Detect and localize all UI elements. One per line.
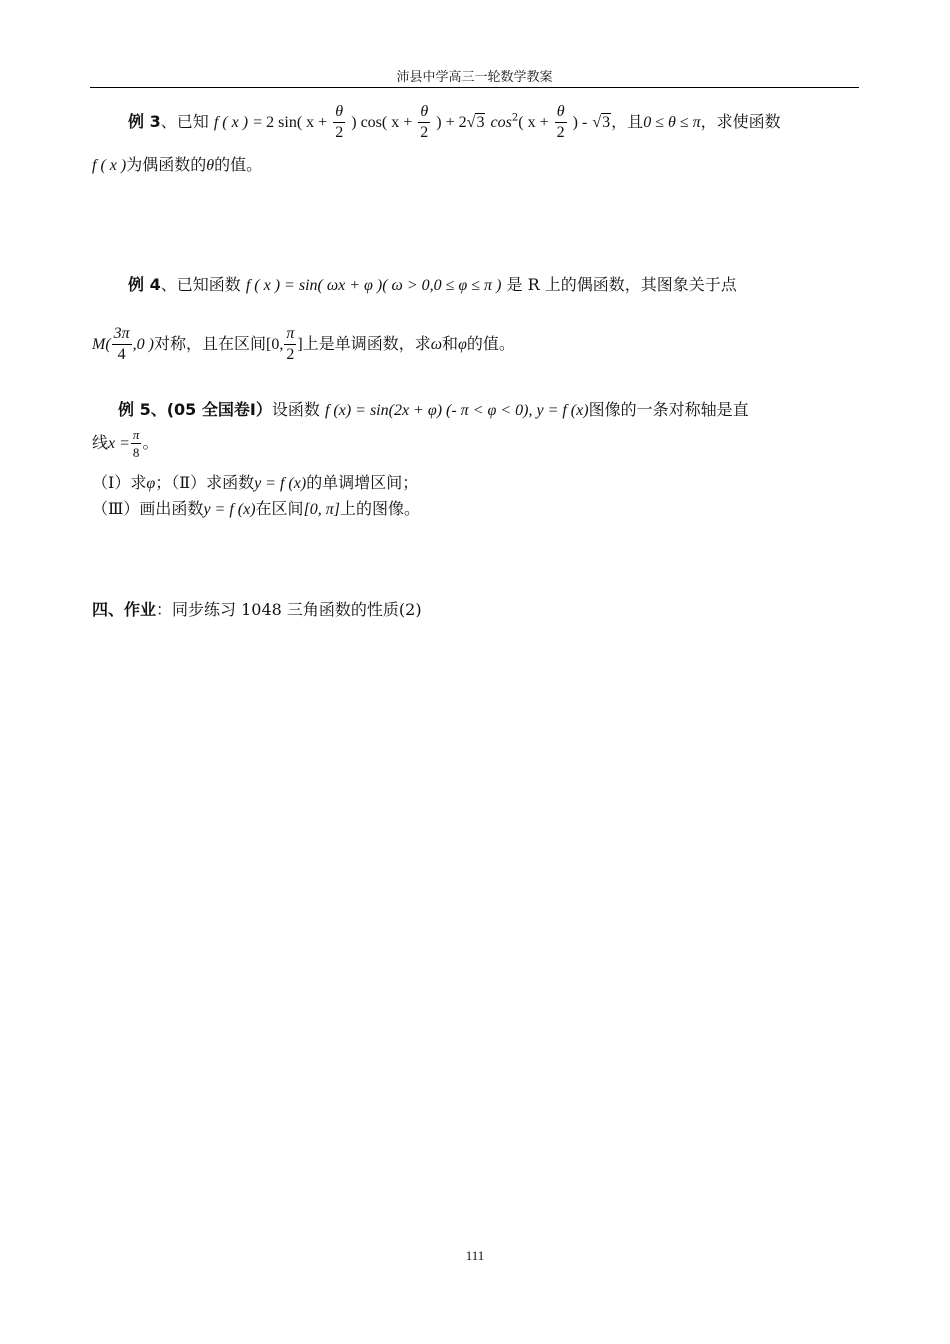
homework-text: 同步练习 1048 三角函数的性质(2) xyxy=(172,600,422,619)
example5-part3: （Ⅲ）画出函数y = f (x)在区间[0, π]上的图像。 xyxy=(92,499,421,518)
theta-over-2: $\frac{\theta}{2}$ xyxy=(420,103,429,141)
example4-formula: f ( x ) = sin( ωx + φ )( ω > 0,0 ≤ φ ≤ π ) xyxy=(245,277,502,294)
page-header: 沛县中学高三一轮数学教案 xyxy=(90,66,859,88)
theta-over-2: $\frac{\theta}{2}$ xyxy=(556,103,565,141)
example4-line1: 例 4、已知函数 f ( x ) = sin( ωx + φ )( ω > 0,0 ≤ φ ≤ π ) 是 R 上的偶函数，其图象关于点 xyxy=(128,275,737,294)
example5-part1: （Ⅰ）求φ；（Ⅱ）求函数y = f (x)的单调增区间； xyxy=(92,473,419,492)
example5-label: 例 5 xyxy=(118,400,151,419)
theta-condition: 0 ≤ θ ≤ π xyxy=(643,114,701,131)
example4-label: 例 4 xyxy=(128,275,161,294)
theta-over-2: $\frac{\theta}{2}$ xyxy=(335,103,344,141)
page-number: 111 xyxy=(465,1248,485,1263)
sqrt-3: √3 xyxy=(466,114,485,131)
example5-line2: 线x = $\frac{\pi}{8}$ 。 xyxy=(92,427,159,460)
example3-label: 例 3 xyxy=(128,112,161,131)
example3-line1: 例 3、已知 f ( x ) = 2 sin( x + $\frac{\theta}{2}$ ) cos( x + $\frac{\theta}{2}$ ) + 2√3 $\cos^2$( x + $\frac{\theta}{2}$ ) - √3，且0 ≤ θ ≤ π，求使函数 xyxy=(128,103,781,141)
example4-line2: M( $\frac{3\pi}{4}$ ,0 )对称，且在区间[0, $\frac{\pi}{2}$ ]上是单调函数，求ω和φ的值。 xyxy=(92,325,515,363)
homework-label: 四、作业 xyxy=(92,600,157,619)
example5-line1: 例 5、(05 全国卷Ⅰ）设函数 f (x) = sin(2x + φ) (- π < φ < 0), y = f (x)图像的一条对称轴是直 xyxy=(118,400,749,419)
example3-intro: 已知 xyxy=(176,112,209,131)
example3-line2: f ( x )为偶函数的θ的值。 xyxy=(92,155,263,174)
three-pi-over-4: $\frac{3\pi}{4}$ xyxy=(113,325,130,363)
example5-formula: f (x) = sin(2x + φ) (- π < φ < 0), y = f (x) xyxy=(324,402,589,419)
homework-line: 四、作业：同步练习 1048 三角函数的性质(2) xyxy=(92,600,422,619)
sqrt-3: √3 xyxy=(592,114,611,131)
pi-over-8: $\frac{\pi}{8}$ xyxy=(132,427,140,460)
pi-over-2: $\frac{\pi}{2}$ xyxy=(286,325,295,363)
